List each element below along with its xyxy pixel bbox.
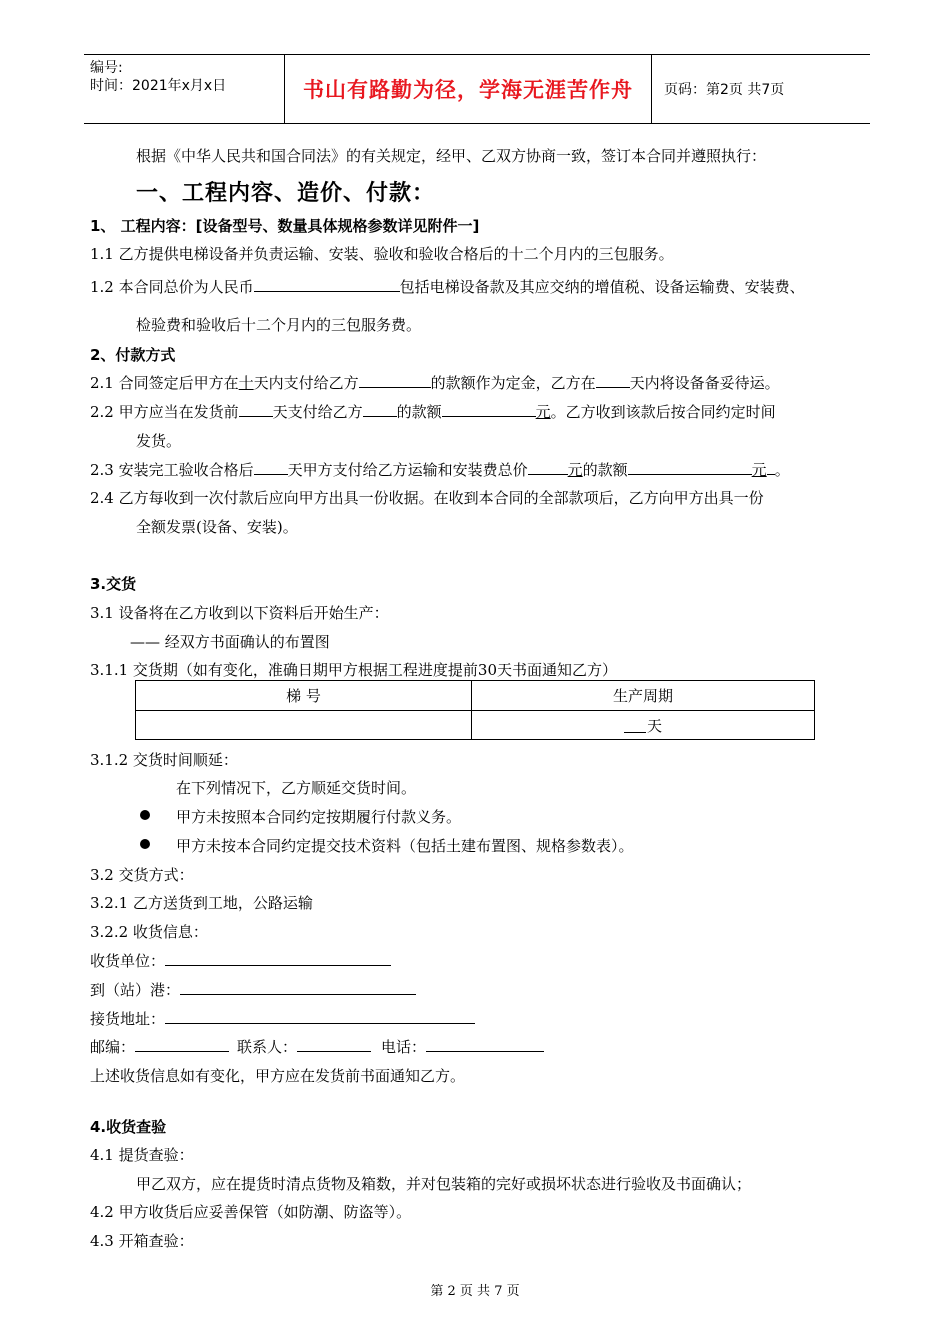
receiving-unit bbox=[90, 950, 391, 971]
section-1-1-title: 1、 工程内容：[设备型号、数量具体规格参数详见附件一] bbox=[90, 217, 480, 235]
clause-2-4-cont: 全额发票(设备、安装)。 bbox=[136, 518, 298, 536]
destination-port-blank bbox=[180, 980, 416, 995]
clause-1-2-part-b: 包括电梯设备款及其应交纳的增值税、设备运输费、安装费、 bbox=[399, 278, 805, 296]
column-header-production-cycle: 生产周期 bbox=[612, 687, 673, 705]
clause-2-3-c: 的款额 bbox=[582, 461, 628, 479]
clause-3-1-2: 3.1.2 交货时间顺延： bbox=[90, 751, 238, 769]
clause-2-1-d: 天内将设备备妥待运。 bbox=[629, 374, 780, 392]
blank-pre-ship-days bbox=[239, 402, 273, 417]
clause-3-2-2: 3.2.2 收货信息： bbox=[90, 923, 208, 941]
blank-deposit bbox=[359, 373, 431, 388]
clause-3-2: 3.2 交货方式： bbox=[90, 866, 194, 884]
destination-port-label: 到（站）港： bbox=[90, 981, 181, 999]
delivery-address bbox=[90, 1008, 475, 1029]
clause-1-2-cont: 检验费和验收后十二个月内的三包服务费。 bbox=[136, 316, 422, 334]
document-header bbox=[84, 54, 870, 124]
delivery-table bbox=[135, 680, 815, 740]
clause-1-1: 1.1 乙方提供电梯设备并负责运输、安装、验收和验收合格后的十二个月内的三包服务。 bbox=[90, 245, 674, 263]
clause-4-2: 4.2 甲方收货后应妥善保管（如防潮、防盗等）。 bbox=[90, 1203, 412, 1221]
bullet-item-2: 甲方未按本合同约定提交技术资料（包括土建布置图、规格参数表）。 bbox=[176, 837, 634, 855]
section-4-title: 4.收货查验 bbox=[90, 1118, 167, 1136]
section-1-title: 一、工程内容、造价、付款： bbox=[136, 181, 436, 206]
receiving-unit-label: 收货单位： bbox=[90, 952, 166, 970]
receiving-unit-blank bbox=[165, 951, 391, 966]
phone-blank bbox=[426, 1037, 544, 1052]
clause-2-1 bbox=[90, 372, 780, 393]
clause-1-2-part-a: 1.2 本合同总价为人民币 bbox=[90, 278, 254, 296]
postcode-blank bbox=[135, 1037, 229, 1052]
blank-acceptance-days bbox=[254, 460, 288, 475]
intro-paragraph: 根据《中华人民共和国合同法》的有关规定，经甲、乙双方协商一致，签订本合同并遵照执行： bbox=[136, 147, 767, 165]
delivery-address-blank bbox=[165, 1009, 475, 1024]
destination-port bbox=[90, 979, 416, 1000]
clause-2-2-cont: 发货。 bbox=[136, 432, 182, 450]
header-info bbox=[84, 55, 284, 123]
production-cycle-cell bbox=[472, 711, 814, 740]
table-row bbox=[136, 710, 814, 740]
contact-info bbox=[90, 1036, 544, 1057]
clause-3-1-item: —— 经双方书面确认的布置图 bbox=[130, 633, 330, 651]
page-footer: 第 2 页 共 7 页 bbox=[430, 1284, 520, 1299]
clause-3-2-1: 3.2.1 乙方送货到工地，公路运输 bbox=[90, 894, 313, 912]
section-3-title: 3.交货 bbox=[90, 575, 137, 593]
yuan-unit: 元 bbox=[567, 461, 583, 479]
table-header-row bbox=[136, 681, 814, 710]
bullet-icon bbox=[140, 810, 150, 820]
page-label: 页码：第2页 共7页 bbox=[664, 82, 785, 98]
column-header-elevator-no: 梯 号 bbox=[136, 681, 472, 710]
clause-2-3-a: 2.3 安装完工验收合格后 bbox=[90, 461, 254, 479]
header-motto bbox=[284, 55, 652, 123]
number-label: 编号: bbox=[90, 60, 123, 76]
clause-2-3 bbox=[90, 459, 790, 480]
contact-blank bbox=[297, 1037, 371, 1052]
clause-3-1-1: 3.1.1 交货期（如有变化，准确日期甲方根据工程进度提前30天书面通知乙方） bbox=[90, 661, 618, 679]
blank-total-price bbox=[254, 277, 400, 292]
blank-pre-ship-amount bbox=[363, 402, 397, 417]
clause-2-3-d: 。 bbox=[774, 461, 790, 479]
bullet-icon bbox=[140, 839, 150, 849]
clause-1-2 bbox=[90, 276, 805, 297]
clause-2-2-c: 的款额 bbox=[396, 403, 442, 421]
motto-text: 书山有路勤为径，学海无涯苦作舟 bbox=[303, 78, 633, 102]
blank-install-total bbox=[528, 460, 568, 475]
clause-2-1-c: 的款额作为定金，乙方在 bbox=[430, 374, 596, 392]
blank-pre-ship-yuan bbox=[442, 402, 536, 417]
clause-2-2 bbox=[90, 401, 776, 422]
blank-trailing bbox=[767, 460, 775, 475]
clause-2-3-b: 天甲方支付给乙方运输和安装费总价 bbox=[287, 461, 528, 479]
time-label: 时间：2021年x月x日 bbox=[90, 78, 227, 94]
clause-4-1-text: 甲乙双方，应在提货时清点货物及箱数，并对包装箱的完好或损坏状态进行验收及书面确认； bbox=[136, 1175, 752, 1193]
yuan-unit: 元 bbox=[535, 403, 551, 421]
header-page bbox=[652, 55, 870, 123]
clause-2-4: 2.4 乙方每收到一次付款后应向甲方出具一份收据。在收到本合同的全部款项后，乙方向甲方出具一份 bbox=[90, 489, 764, 507]
deposit-days: 十 bbox=[238, 374, 254, 392]
clause-2-2-a: 2.2 甲方应当在发货前 bbox=[90, 403, 239, 421]
days-unit: 天 bbox=[646, 717, 662, 735]
clause-3-1: 3.1 设备将在乙方收到以下资料后开始生产： bbox=[90, 604, 389, 622]
delivery-address-label: 接货地址： bbox=[90, 1010, 166, 1028]
postcode-label: 邮编： bbox=[90, 1038, 136, 1056]
section-2-title: 2、付款方式 bbox=[90, 346, 176, 364]
clause-3-1-2-text: 在下列情况下，乙方顺延交货时间。 bbox=[176, 779, 417, 797]
clause-2-1-b: 天内支付给乙方 bbox=[253, 374, 359, 392]
bullet-item-1: 甲方未按照本合同约定按期履行付款义务。 bbox=[176, 808, 462, 826]
clause-2-2-b: 天支付给乙方 bbox=[272, 403, 363, 421]
yuan-unit: 元 bbox=[751, 461, 767, 479]
blank-cycle-days bbox=[624, 718, 646, 733]
blank-ready-days bbox=[596, 373, 630, 388]
clause-2-1-a: 2.1 合同签定后甲方在 bbox=[90, 374, 239, 392]
elevator-no-cell bbox=[136, 711, 472, 740]
receiving-note: 上述收货信息如有变化，甲方应在发货前书面通知乙方。 bbox=[90, 1067, 466, 1085]
phone-label: 电话： bbox=[381, 1038, 427, 1056]
blank-install-amount bbox=[628, 460, 752, 475]
clause-4-3: 4.3 开箱查验： bbox=[90, 1232, 194, 1250]
clause-4-1: 4.1 提货查验： bbox=[90, 1146, 194, 1164]
clause-2-2-d: 。乙方收到该款后按合同约定时间 bbox=[550, 403, 776, 421]
contact-label: 联系人： bbox=[237, 1038, 298, 1056]
